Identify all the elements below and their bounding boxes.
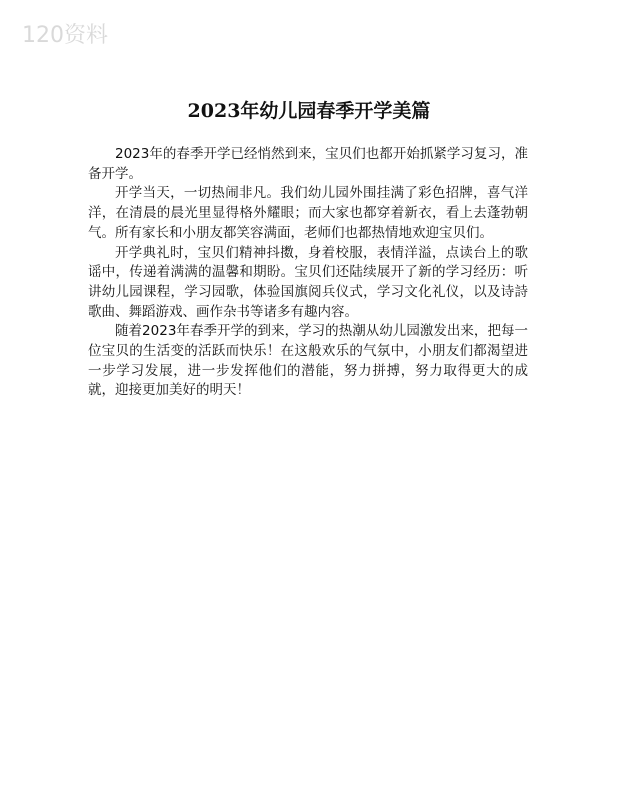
document-title: 2023年幼儿园春季开学美篇: [187, 100, 431, 122]
paragraph-2: 开学当天，一切热闹非凡。我们幼儿园外围挂满了彩色招牌，喜气洋洋，在清晨的晨光里显得格外耀眼；而大家也都穿着新衣，看上去蓬勃朝气。所有家长和小朋友都笑容满面，老师们也都热情地欢迎宝贝们。: [88, 185, 528, 241]
paragraph-1: 2023年的春季开学已经悄然到来，宝贝们也都开始抓紧学习复习，准备开学。: [88, 146, 528, 182]
paragraph-4: 随着2023年春季开学的到来，学习的热潮从幼儿园激发出来，把每一位宝贝的生活变的活跃而快乐！在这般欢乐的气氛中，小朋友们都渴望进一步学习发展，进一步发挥他们的潜能，努力拼搏，努力取得更大的成就，迎接更加美好的明天！: [88, 323, 528, 399]
watermark: 120资料: [22, 23, 108, 48]
document-body: [88, 145, 528, 401]
paragraph-3: 开学典礼时，宝贝们精神抖擞，身着校服，表情洋溢，点读台上的歌谣中，传递着满满的温馨和期盼。宝贝们还陆续展开了新的学习经历：听讲幼儿园课程，学习园歌，体验国旗阅兵仪式，学习文化礼仪，以及诗詩歌曲、舞蹈游戏、画作杂书等诸多有趣内容。: [88, 244, 528, 320]
